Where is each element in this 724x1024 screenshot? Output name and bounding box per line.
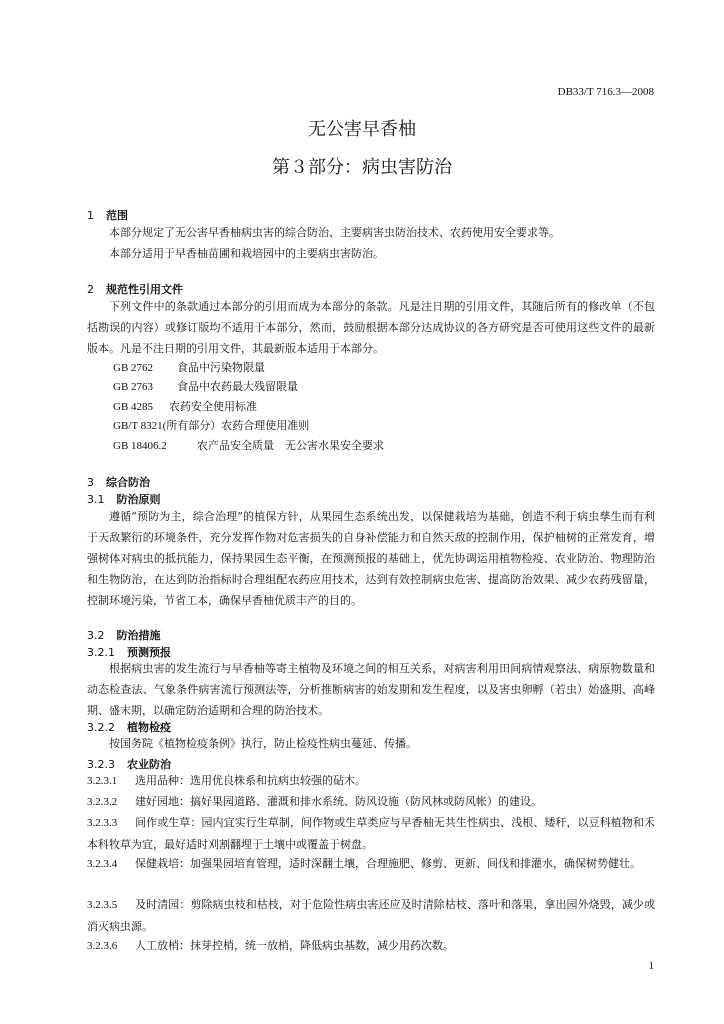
section-2-heading [87, 281, 183, 297]
section-title: 综合防治 [106, 476, 150, 489]
reference-item: GB 18406.2 农产品安全质量 无公害水果安全要求 [113, 439, 384, 452]
paragraph: 按国务院《植物检疫条例》执行，防止检疫性病虫蔓延、传播。 [109, 737, 417, 750]
reference-item: GB/T 8321(所有部分）农药合理使用准则 [113, 419, 310, 432]
subsection-3-2-heading: 3.2 防治措施 [87, 629, 161, 642]
subsection-3-2-2-body [87, 733, 655, 754]
document-title: 无公害早香柚 [308, 119, 416, 140]
list-item: 3.2.3.3 间作或生草：园内宜实行生草制，间作物或生草类应与早香柚无共生性病虫、浅根、矮秆，以豆科植物和禾本科牧草为宜，最好适时刈割翻埋于土壤中或覆盖于树盘。 [87, 816, 655, 851]
list-item: 3.2.3.1 选用品种：选用优良株系和抗病虫较强的砧木。 [87, 774, 366, 787]
subsection-3-1-body [87, 506, 655, 611]
standard-number: DB33/T 716.3—2008 [557, 86, 654, 98]
subsection-3-1-heading: 3.1 防治原则 [87, 493, 161, 506]
section-number: 3 [87, 476, 94, 489]
paragraph: 遵循“预防为主，综合治理”的植保方针，从果园生态系统出发，以保健栽培为基础，创造不利于病虫孳生而有利于天敌繁衍的环境条件，充分发挥作物对危害损失的自身补偿能力和自然天敌的控制作用，保护柚树的正常发育，增强树体对病虫的抵抗能力，保持果园生态平衡，在预测预报的基础上，优先协调运用植物检疫、农业防治、物理防治和生物防治，在达到防治指标时合理组配农药应用技术，达到有效控制病虫危害、提高防治效果、减少农药残留量，控制环境污染，节省工本，确保早香柚优质丰产的目的。 [87, 510, 655, 607]
subsection-3-2-3-heading: 3.2.3 农业防治 [87, 758, 171, 771]
section-number: 1 [87, 209, 94, 222]
list-item: 3.2.3.5 及时清园：剪除病虫枝和枯枝，对于危险性病虫害还应及时清除枯枝、落叶和落果，拿出园外烧毁，减少或消灭病虫源。 [87, 898, 655, 933]
section-3-heading [87, 474, 150, 490]
page-number: 1 [648, 960, 654, 972]
paragraph: 本部分适用于早香柚苗圃和栽培园中的主要病虫害防治。 [109, 247, 384, 260]
section-title: 规范性引用文件 [106, 283, 183, 296]
list-item: 3.2.3.6 人工放梢：抹芽控梢，统一放梢，降低病虫基数，减少用药次数。 [87, 939, 454, 952]
reference-item: GB 2762 食品中污染物限量 [113, 361, 265, 374]
subsection-3-2-1-body [87, 658, 655, 721]
subsection-3-2-1-heading: 3.2.1 预测预报 [87, 646, 171, 659]
paragraph: 根据病虫害的发生流行与早香柚等寄主植物及环境之间的相互关系，对病害利用田间病情观察法、病原物数量和动态检查法、气象条件病害流行预测法等，分析推断病害的始发期和发生程度，以及害虫卵孵（若虫）始盛期、高峰期、盛末期，以确定防治适期和合理的防治技术。 [87, 662, 655, 717]
reference-item: GB 2763 食品中农药最大残留限量 [113, 380, 298, 393]
section-number: 2 [87, 283, 94, 296]
section-1-body [87, 222, 655, 264]
reference-item: GB 4285 农药安全使用标准 [113, 400, 257, 413]
paragraph: 本部分规定了无公害早香柚病虫害的综合防治、主要病害虫防治技术、农药使用安全要求等。 [109, 226, 560, 239]
list-item: 3.2.3.2 建好园地：搞好果园道路、灌溉和排水系统、防风设施（防风林或防风帐）的建设。 [87, 795, 542, 808]
section-2-body [87, 296, 655, 359]
subsection-3-2-2-heading: 3.2.2 植物检疫 [87, 721, 171, 734]
list-item: 3.2.3.4 保健栽培：加强果园培育管理，适时深翻土壤，合理施肥、修剪、更新、间伐和排灌水，确保树势健壮。 [87, 857, 641, 870]
section-1-heading [87, 207, 128, 223]
part-title: 第３部分：病虫害防治 [272, 157, 452, 178]
paragraph: 下列文件中的条款通过本部分的引用而成为本部分的条款。凡是注日期的引用文件，其随后所有的修改单（不包括勘误的内容）或修订版均不适用于本部分，然而，鼓励根据本部分达成协议的各方研究是否可使用这些文件的最新版本。凡是不注日期的引用文件，其最新版本适用于本部分。 [87, 300, 655, 355]
section-title: 范围 [106, 209, 128, 222]
